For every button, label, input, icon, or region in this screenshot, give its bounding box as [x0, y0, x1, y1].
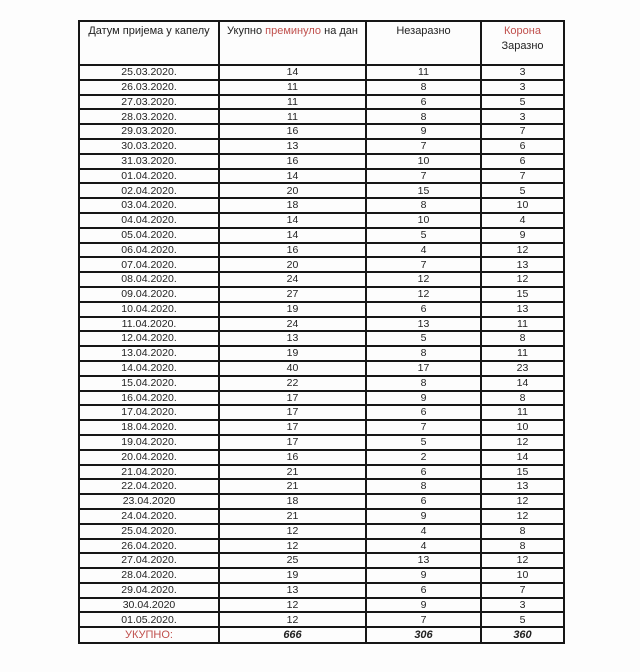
cell-total: 27: [219, 287, 366, 302]
cell-non-infectious: 2: [366, 450, 481, 465]
table-row: [79, 287, 564, 302]
document-table-container: [78, 20, 565, 644]
cell-non-infectious: 12: [366, 287, 481, 302]
cell-corona: 15: [481, 465, 564, 480]
cell-corona: 12: [481, 243, 564, 258]
header-non-infectious-label: Незаразно: [396, 25, 451, 37]
header-total-suffix: на дан: [321, 25, 358, 37]
table-row: [79, 509, 564, 524]
table-row: [79, 494, 564, 509]
cell-non-infectious: 8: [366, 198, 481, 213]
table-row: [79, 124, 564, 139]
cell-date: 18.04.2020.: [79, 420, 219, 435]
cell-corona: 12: [481, 553, 564, 568]
table-row: [79, 391, 564, 406]
cell-total: 21: [219, 509, 366, 524]
cell-date: 25.04.2020.: [79, 524, 219, 539]
table-row: [79, 583, 564, 598]
cell-total: 13: [219, 583, 366, 598]
table-row: [79, 331, 564, 346]
table-row: [79, 183, 564, 198]
table-row: [79, 243, 564, 258]
cell-corona: 9: [481, 228, 564, 243]
cell-total: 11: [219, 80, 366, 95]
header-infectious-label: Заразно: [501, 39, 544, 52]
cell-non-infectious: 6: [366, 583, 481, 598]
cell-corona: 6: [481, 154, 564, 169]
cell-total: 20: [219, 183, 366, 198]
cell-non-infectious: 9: [366, 568, 481, 583]
cell-total: 11: [219, 95, 366, 110]
totals-non-infectious: 306: [366, 627, 481, 643]
cell-date: 01.05.2020.: [79, 612, 219, 627]
cell-non-infectious: 4: [366, 539, 481, 554]
table-row: [79, 435, 564, 450]
cell-date: 31.03.2020.: [79, 154, 219, 169]
cell-total: 12: [219, 612, 366, 627]
cell-non-infectious: 9: [366, 124, 481, 139]
cell-total: 12: [219, 598, 366, 613]
cell-date: 26.04.2020.: [79, 539, 219, 554]
table-row: [79, 376, 564, 391]
cell-non-infectious: 10: [366, 213, 481, 228]
cell-corona: 3: [481, 598, 564, 613]
header-total-prefix: Укупно: [227, 25, 266, 37]
cell-corona: 23: [481, 361, 564, 376]
cell-corona: 7: [481, 583, 564, 598]
cell-non-infectious: 8: [366, 346, 481, 361]
table-row: [79, 539, 564, 554]
cell-corona: 8: [481, 331, 564, 346]
deaths-table: [78, 20, 565, 644]
cell-total: 14: [219, 169, 366, 184]
cell-total: 14: [219, 65, 366, 80]
table-row: [79, 317, 564, 332]
cell-date: 04.04.2020.: [79, 213, 219, 228]
table-row: [79, 524, 564, 539]
cell-corona: 12: [481, 272, 564, 287]
cell-non-infectious: 8: [366, 109, 481, 124]
header-total-deceased: [219, 21, 366, 65]
header-total-red-word: преминуло: [265, 25, 322, 37]
cell-corona: 12: [481, 435, 564, 450]
cell-non-infectious: 8: [366, 376, 481, 391]
cell-corona: 6: [481, 139, 564, 154]
cell-total: 20: [219, 257, 366, 272]
cell-total: 18: [219, 494, 366, 509]
cell-corona: 13: [481, 302, 564, 317]
cell-non-infectious: 5: [366, 435, 481, 450]
cell-total: 17: [219, 435, 366, 450]
cell-date: 13.04.2020.: [79, 346, 219, 361]
table-row: [79, 405, 564, 420]
table-row: [79, 346, 564, 361]
table-row: [79, 361, 564, 376]
cell-date: 02.04.2020.: [79, 183, 219, 198]
cell-corona: 12: [481, 509, 564, 524]
cell-date: 16.04.2020.: [79, 391, 219, 406]
table-row: [79, 213, 564, 228]
table-row: [79, 272, 564, 287]
header-date: [79, 21, 219, 65]
cell-non-infectious: 6: [366, 465, 481, 480]
cell-total: 21: [219, 465, 366, 480]
cell-corona: 15: [481, 287, 564, 302]
table-row: [79, 450, 564, 465]
table-row: [79, 568, 564, 583]
table-row: [79, 302, 564, 317]
cell-corona: 14: [481, 376, 564, 391]
table-row: [79, 169, 564, 184]
table-row: [79, 95, 564, 110]
cell-corona: 13: [481, 479, 564, 494]
table-body: [79, 65, 564, 627]
cell-corona: 10: [481, 198, 564, 213]
cell-total: 16: [219, 154, 366, 169]
table-row: [79, 139, 564, 154]
cell-corona: 11: [481, 346, 564, 361]
cell-date: 14.04.2020.: [79, 361, 219, 376]
cell-date: 30.04.2020: [79, 598, 219, 613]
header-row: [79, 21, 564, 65]
cell-total: 19: [219, 346, 366, 361]
table-row: [79, 109, 564, 124]
cell-corona: 10: [481, 420, 564, 435]
table-row: [79, 479, 564, 494]
cell-non-infectious: 7: [366, 169, 481, 184]
cell-total: 17: [219, 391, 366, 406]
cell-corona: 10: [481, 568, 564, 583]
cell-date: 19.04.2020.: [79, 435, 219, 450]
cell-non-infectious: 9: [366, 598, 481, 613]
cell-date: 15.04.2020.: [79, 376, 219, 391]
cell-non-infectious: 6: [366, 95, 481, 110]
table-row: [79, 553, 564, 568]
cell-corona: 3: [481, 109, 564, 124]
cell-corona: 8: [481, 391, 564, 406]
cell-date: 22.04.2020.: [79, 479, 219, 494]
cell-total: 40: [219, 361, 366, 376]
cell-non-infectious: 15: [366, 183, 481, 198]
cell-total: 19: [219, 302, 366, 317]
header-corona-label: Корона: [504, 25, 541, 37]
table-row: [79, 198, 564, 213]
totals-corona: 360: [481, 627, 564, 643]
cell-date: 28.03.2020.: [79, 109, 219, 124]
cell-total: 22: [219, 376, 366, 391]
cell-non-infectious: 4: [366, 243, 481, 258]
cell-date: 11.04.2020.: [79, 317, 219, 332]
cell-date: 28.04.2020.: [79, 568, 219, 583]
cell-non-infectious: 9: [366, 391, 481, 406]
cell-date: 20.04.2020.: [79, 450, 219, 465]
cell-non-infectious: 13: [366, 317, 481, 332]
cell-total: 16: [219, 124, 366, 139]
cell-corona: 8: [481, 539, 564, 554]
cell-date: 17.04.2020.: [79, 405, 219, 420]
table-row: [79, 65, 564, 80]
table-row: [79, 80, 564, 95]
totals-label: УКУПНО:: [79, 627, 219, 643]
cell-non-infectious: 6: [366, 494, 481, 509]
cell-corona: 5: [481, 612, 564, 627]
cell-non-infectious: 17: [366, 361, 481, 376]
cell-non-infectious: 12: [366, 272, 481, 287]
cell-corona: 7: [481, 124, 564, 139]
cell-date: 27.03.2020.: [79, 95, 219, 110]
cell-corona: 3: [481, 80, 564, 95]
cell-total: 24: [219, 272, 366, 287]
cell-non-infectious: 6: [366, 302, 481, 317]
cell-date: 05.04.2020.: [79, 228, 219, 243]
cell-non-infectious: 9: [366, 509, 481, 524]
header-corona: [481, 21, 564, 65]
cell-total: 12: [219, 539, 366, 554]
cell-total: 16: [219, 450, 366, 465]
cell-date: 01.04.2020.: [79, 169, 219, 184]
cell-date: 25.03.2020.: [79, 65, 219, 80]
table-header: [79, 21, 564, 65]
table-row: [79, 228, 564, 243]
cell-date: 09.04.2020.: [79, 287, 219, 302]
table-row: [79, 612, 564, 627]
cell-corona: 5: [481, 183, 564, 198]
cell-date: 29.03.2020.: [79, 124, 219, 139]
cell-total: 16: [219, 243, 366, 258]
table-row: [79, 257, 564, 272]
cell-non-infectious: 4: [366, 524, 481, 539]
cell-corona: 11: [481, 405, 564, 420]
cell-non-infectious: 5: [366, 228, 481, 243]
cell-non-infectious: 6: [366, 405, 481, 420]
cell-date: 03.04.2020.: [79, 198, 219, 213]
cell-date: 27.04.2020.: [79, 553, 219, 568]
cell-total: 19: [219, 568, 366, 583]
cell-corona: 3: [481, 65, 564, 80]
cell-non-infectious: 7: [366, 139, 481, 154]
table-row: [79, 154, 564, 169]
cell-total: 14: [219, 213, 366, 228]
cell-date: 12.04.2020.: [79, 331, 219, 346]
cell-date: 10.04.2020.: [79, 302, 219, 317]
cell-total: 18: [219, 198, 366, 213]
cell-date: 08.04.2020.: [79, 272, 219, 287]
cell-non-infectious: 7: [366, 612, 481, 627]
cell-date: 23.04.2020: [79, 494, 219, 509]
cell-non-infectious: 11: [366, 65, 481, 80]
table-row: [79, 598, 564, 613]
cell-date: 07.04.2020.: [79, 257, 219, 272]
cell-date: 29.04.2020.: [79, 583, 219, 598]
cell-total: 11: [219, 109, 366, 124]
header-date-label: Датум пријема у капелу: [88, 25, 210, 37]
cell-total: 24: [219, 317, 366, 332]
cell-corona: 14: [481, 450, 564, 465]
table-row: [79, 420, 564, 435]
cell-non-infectious: 10: [366, 154, 481, 169]
cell-non-infectious: 7: [366, 420, 481, 435]
cell-total: 25: [219, 553, 366, 568]
cell-total: 21: [219, 479, 366, 494]
cell-non-infectious: 8: [366, 80, 481, 95]
totals-row: [79, 627, 564, 643]
cell-date: 24.04.2020.: [79, 509, 219, 524]
cell-total: 17: [219, 405, 366, 420]
cell-corona: 7: [481, 169, 564, 184]
table-row: [79, 465, 564, 480]
cell-total: 13: [219, 139, 366, 154]
cell-corona: 11: [481, 317, 564, 332]
cell-total: 14: [219, 228, 366, 243]
cell-date: 06.04.2020.: [79, 243, 219, 258]
cell-corona: 13: [481, 257, 564, 272]
cell-date: 30.03.2020.: [79, 139, 219, 154]
cell-corona: 5: [481, 95, 564, 110]
cell-corona: 12: [481, 494, 564, 509]
cell-non-infectious: 13: [366, 553, 481, 568]
table-footer: [79, 627, 564, 643]
header-non-infectious: [366, 21, 481, 65]
cell-date: 26.03.2020.: [79, 80, 219, 95]
cell-total: 12: [219, 524, 366, 539]
cell-date: 21.04.2020.: [79, 465, 219, 480]
cell-corona: 4: [481, 213, 564, 228]
cell-non-infectious: 5: [366, 331, 481, 346]
cell-total: 17: [219, 420, 366, 435]
cell-corona: 8: [481, 524, 564, 539]
totals-total: 666: [219, 627, 366, 643]
cell-non-infectious: 7: [366, 257, 481, 272]
cell-non-infectious: 8: [366, 479, 481, 494]
cell-total: 13: [219, 331, 366, 346]
